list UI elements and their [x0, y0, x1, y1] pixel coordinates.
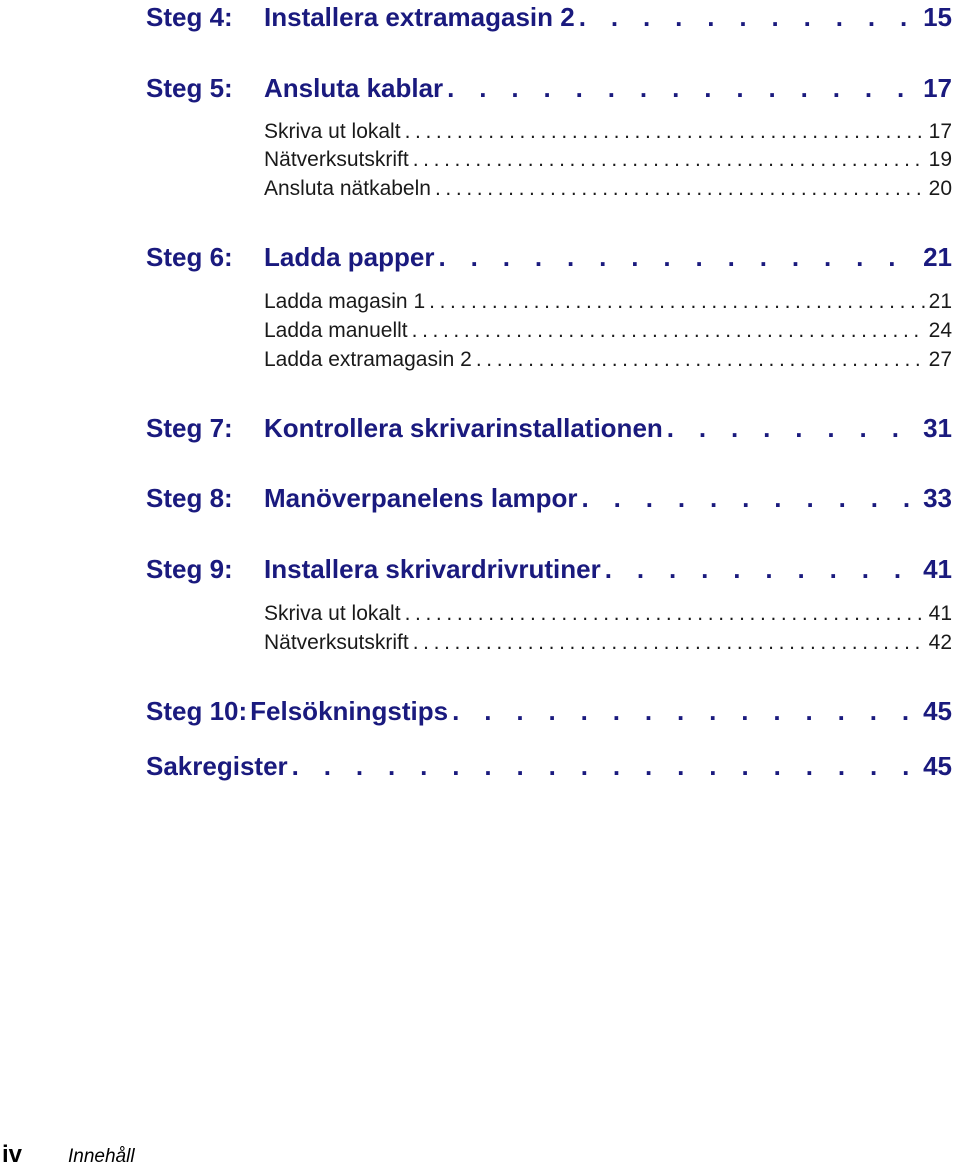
subentry-title: Ladda manuellt [264, 319, 408, 342]
subentry-title: Ladda extramagasin 2 [264, 348, 472, 371]
toc-subentry[interactable] [264, 177, 952, 201]
toc-entry-steg-7[interactable] [146, 413, 952, 444]
page-number: 15 [923, 2, 952, 32]
page-number: 41 [928, 602, 952, 625]
toc-entry-steg-9[interactable] [146, 554, 952, 585]
page-number: 17 [923, 73, 952, 103]
dot-leader [438, 242, 919, 273]
entry-title: Installera extramagasin 2 [264, 2, 575, 32]
page-number: 17 [928, 120, 952, 143]
dot-leader [579, 2, 919, 33]
dot-leader [292, 751, 919, 782]
toc-entry-steg-5[interactable] [146, 73, 952, 104]
entry-title: Installera skrivardrivrutiner [264, 554, 601, 584]
subentry-title: Ladda magasin 1 [264, 290, 426, 313]
step-label: Steg 9: [146, 554, 233, 584]
dot-leader [412, 319, 925, 343]
dot-leader [413, 148, 925, 172]
page-number: 21 [923, 242, 952, 272]
toc-subentry[interactable] [264, 148, 952, 172]
toc-entry-steg-10[interactable] [146, 696, 952, 727]
toc-entry-steg-8[interactable] [146, 483, 952, 514]
subentry-title: Nätverksutskrift [264, 148, 409, 171]
page-number: 31 [923, 413, 952, 443]
page-number: 42 [928, 631, 952, 654]
dot-leader [405, 602, 925, 626]
entry-title: Kontrollera skrivarinstallationen [264, 413, 663, 443]
entry-title: Felsökningstips [250, 696, 449, 726]
step-label: Steg 8: [146, 483, 233, 513]
entry-title: Manöverpanelens lampor [264, 483, 578, 513]
footer-page-number: iv [2, 1141, 23, 1168]
dot-leader [429, 290, 925, 314]
dot-leader [452, 696, 919, 727]
dot-leader [435, 177, 925, 201]
page-number: 27 [928, 348, 952, 371]
subentry-title: Nätverksutskrift [264, 631, 409, 654]
page-footer [0, 1141, 135, 1171]
dot-leader [667, 413, 919, 444]
toc-entry-sakregister[interactable] [146, 751, 952, 782]
page-number: 41 [923, 554, 952, 584]
subentry-title: Ansluta nätkabeln [264, 177, 431, 200]
entry-title: Ansluta kablar [264, 73, 444, 103]
step-label: Steg 4: [146, 2, 233, 32]
toc-subentry[interactable] [264, 348, 952, 372]
dot-leader [413, 631, 925, 655]
entry-title: Ladda papper [264, 242, 435, 272]
entry-title: Sakregister [146, 751, 288, 781]
page-number: 20 [928, 177, 952, 200]
page-number: 21 [928, 290, 952, 313]
dot-leader [476, 348, 925, 372]
toc-subentry[interactable] [264, 120, 952, 144]
page-number: 24 [928, 319, 952, 342]
step-label: Steg 10: [146, 696, 248, 726]
toc-entry-steg-4[interactable] [146, 2, 952, 33]
toc-subentry[interactable] [264, 290, 952, 314]
page-number: 33 [923, 483, 952, 513]
dot-leader [447, 73, 919, 104]
toc-entry-steg-6[interactable] [146, 242, 952, 273]
step-label: Steg 7: [146, 413, 233, 443]
page-number: 45 [923, 696, 952, 726]
dot-leader [405, 120, 925, 144]
page-number: 19 [928, 148, 952, 171]
dot-leader [582, 483, 920, 514]
subentry-title: Skriva ut lokalt [264, 602, 401, 625]
dot-leader [605, 554, 919, 585]
toc-subentry[interactable] [264, 319, 952, 343]
page-number: 45 [923, 751, 952, 781]
footer-section-title: Innehåll [68, 1146, 135, 1167]
step-label: Steg 5: [146, 73, 233, 103]
toc-subentry[interactable] [264, 602, 952, 626]
toc-subentry[interactable] [264, 631, 952, 655]
step-label: Steg 6: [146, 242, 233, 272]
subentry-title: Skriva ut lokalt [264, 120, 401, 143]
